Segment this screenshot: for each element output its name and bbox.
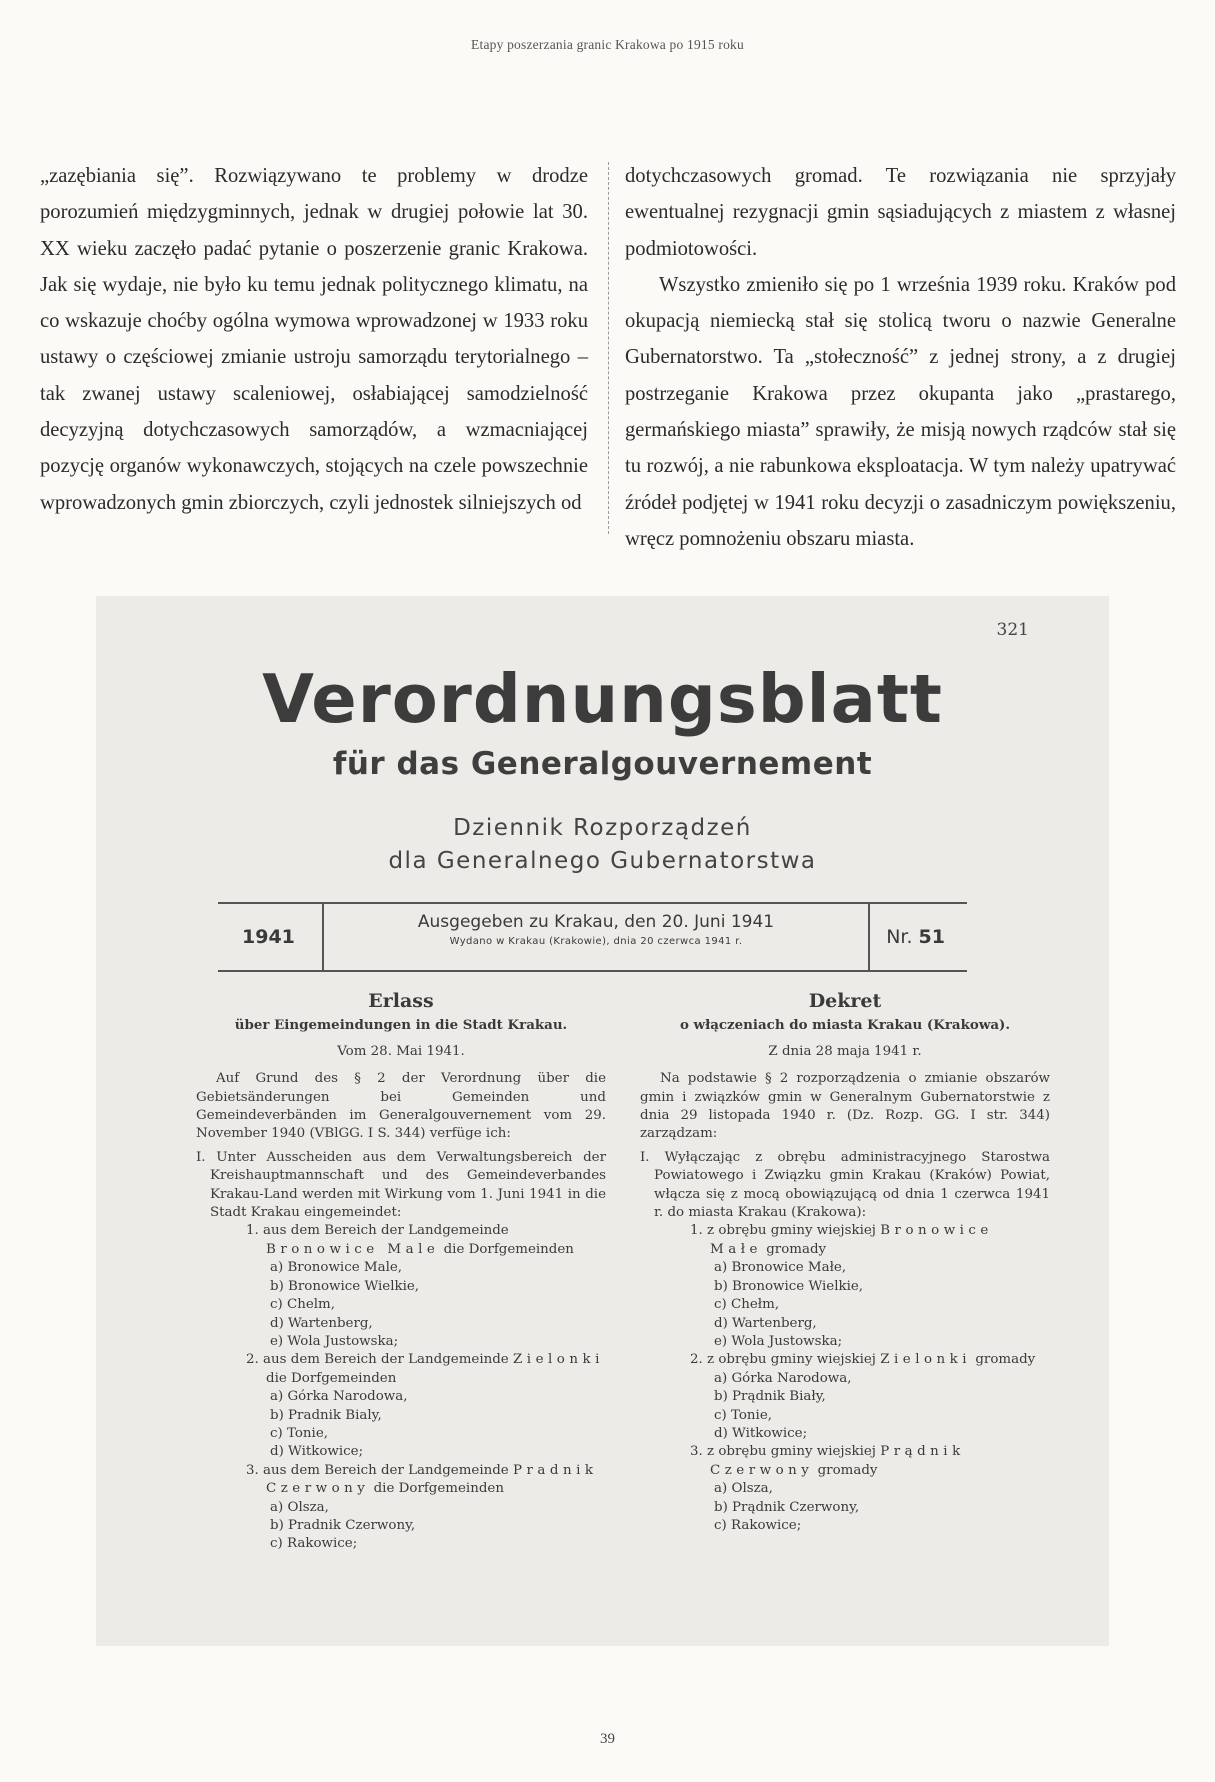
decree-item [640,1443,1050,1480]
village-item: d) Wartenberg, [270,1315,373,1331]
village-item: c) Chelm, [270,1297,336,1313]
village-list [640,1480,1050,1535]
municipality-name: Zielonki [513,1352,604,1368]
village-item: c) Rakowice; [714,1517,802,1533]
decree-subtitle: o włączeniach do miasta Krakau (Krakowa). [679,1017,1011,1034]
municipality-name: Bronowice Male [266,1241,440,1257]
decree-date: Vom 28. Mai 1941. [337,1043,465,1059]
decree-item-number: 2. [690,1352,703,1368]
decree-item-text [690,1351,1050,1369]
village-item: b) Pradnik Czerwony, [270,1517,416,1533]
decree-point: I. Wyłączając z obrębu administracyjnego Starostwa Powiatowego i Związku gmin Krakau (Kraków) Powiat, włącza się z mocą obowiązującą od dnia 1 czerwca 1941 r. do miasta Krakau (Krakowa): [640,1149,1050,1221]
issue-date-pl: Wydano w Krakau (Krakowie), dnia 20 czerwca 1941 r. [449,936,743,947]
village-list [196,1259,606,1351]
decree-items [640,1222,1050,1535]
decree-item-number: 3. [690,1444,703,1460]
village-item: d) Wartenberg, [714,1315,817,1331]
decree-item [640,1351,1050,1369]
decree-title: Dekret [808,990,882,1012]
decree-intro: Na podstawie § 2 rozporządzenia o zmianie obszarów gmin i związków gmin w Generalnym Gubernatorstwie z dnia 29 listopada 1940 r. (Dz. Rozp. GG. I str. 344) zarządzam: [640,1071,1050,1142]
decree-item [196,1222,606,1259]
decree-item-number: 1. [246,1223,259,1239]
municipality-name: Pradnik Czerwony [266,1462,598,1497]
issue-date-de: Ausgegeben zu Krakau, den 20. Juni 1941 [417,912,775,932]
village-item: a) Olsza, [714,1481,773,1497]
decree-german [196,992,606,1554]
village-item: c) Tonie, [270,1425,329,1441]
decree-item-text [246,1222,606,1259]
village-item: a) Bronowice Małe, [714,1260,847,1276]
column-divider [608,162,610,534]
village-item: a) Olsza, [270,1499,329,1515]
page-number: 39 [600,1731,615,1747]
village-item: d) Witkowice; [714,1425,808,1441]
village-item: b) Prądnik Biały, [714,1389,826,1405]
masthead-title: Verordnungsblatt [262,660,943,738]
text-column-left [40,158,588,521]
village-item: b) Pradnik Bialy, [270,1407,382,1423]
decree-item-text [690,1443,1050,1480]
decree-items [196,1222,606,1553]
decree-item-suffix: gromady [766,1241,827,1257]
paragraph: Wszystko zmieniło się po 1 września 1939 roku. Kraków pod okupacją niemiecką stał się stolicą tworu o nazwie Generalne Gubernatorstwo. Ta „stołeczność” z jednej strony, a z drugiej postrzeganie Krakowa przez okupanta jako „prastarego, germańskiego miasta” sprawiły, że misją nowych rządców stał się tu rozwój, a nie rabunkowa eksploatacja. W tym należy upatrywać źródeł podjętej w 1941 roku decyzji o zasadniczym powiększeniu, wręcz pomnożeniu obszaru miasta. [625,273,1176,550]
polish-title-line: dla Generalnego Gubernatorstwa [388,848,817,874]
decree-item-prefix: aus dem Bereich der Landgemeinde [263,1462,509,1478]
decree-item-number: 3. [246,1462,259,1478]
decree-title: Erlass [368,990,434,1012]
decree-item-suffix: die Dorfgemeinden [373,1481,504,1497]
scan-page-number: 321 [996,620,1029,640]
polish-title-line: Dziennik Rozporządzeń [453,815,752,841]
decree-item-text [246,1462,606,1499]
decree-item-prefix: aus dem Bereich der Landgemeinde [263,1223,509,1239]
village-item: c) Tonie, [714,1407,773,1423]
decree-date: Z dnia 28 maja 1941 r. [768,1043,922,1059]
decree-item-number: 1. [690,1223,703,1239]
issue-date [322,904,870,970]
issue-year: 1941 [242,926,295,948]
text-column-right [625,158,1176,557]
village-item: a) Górka Narodowa, [714,1370,852,1386]
decree-intro: Auf Grund des § 2 der Verordnung über die Gebietsänderungen bei Gemeinden und Gemeindeverbänden im Generalgouvernement vom 29. November 1940 (VBlGG. I S. 344) verfüge ich: [196,1071,606,1142]
municipality-name: Prądnik Czerwony [710,1444,965,1478]
village-item: e) Wola Justowska; [270,1333,399,1349]
paragraph: dotychczasowych gromad. Te rozwiązania nie sprzyjały ewentualnej rezygnacji gmin sąsiadujących z miastem z własnej podmiotowości. [625,165,1176,260]
issue-number-value: 51 [918,926,945,948]
decree-item [196,1462,606,1499]
village-list [196,1388,606,1462]
decree-point: I. Unter Ausscheiden aus dem Verwaltungsbereich der Kreishauptmannschaft und des Gemeindeverbandes Krakau-Land werden mit Wirkung vom 1. Juni 1941 in die Stadt Krakau eingemeindet: [196,1149,606,1221]
village-item: a) Górka Narodowa, [270,1389,408,1405]
issue-number-label: Nr. [886,926,913,948]
village-item: b) Prądnik Czerwony, [714,1499,860,1515]
running-head: Etapy poszerzania granic Krakowa po 1915 roku [471,37,744,52]
village-item: d) Witkowice; [270,1444,364,1460]
village-item: a) Bronowice Male, [270,1260,403,1276]
decree-item-suffix: gromady [817,1462,878,1478]
decree-item-prefix: z obrębu gminy wiejskiej [707,1444,876,1460]
scanned-document-image [96,596,1109,1646]
village-item: b) Bronowice Wielkie, [714,1278,864,1294]
village-list [196,1499,606,1554]
decree-item-prefix: z obrębu gminy wiejskiej [707,1223,876,1239]
decree-item-text [690,1222,1050,1259]
municipality-name: Bronowice Małe [710,1223,993,1257]
polish-title [96,812,1109,878]
masthead-subtitle: für das Generalgouvernement [332,746,873,782]
village-item: c) Chełm, [714,1297,780,1313]
decree-item-suffix: die Dorfgemeinden [266,1370,397,1386]
issue-number [886,926,945,948]
paragraph: „zazębiania się”. Rozwiązywano te problemy w drodze porozumień międzygminnych, jednak w drugiej połowie lat 30. XX wieku zaczęło padać pytanie o poszerzenie granic Krakowa. Jak się wydaje, nie było ku temu jednak politycznego klimatu, na co wskazuje choćby ogólna wymowa wprowadzonej w 1933 roku ustawy o częściowej zmianie ustroju samorządu terytorialnego – tak zwanej ustawy scaleniowej, osłabiającej samodzielność decyzyjną dotychczasowych samorządów, a wzmacniającej pozycję organów wykonawczych, stojących na czele powszechnie wprowadzonych gmin zbiorczych, czyli jednostek silniejszych od [40,165,588,514]
village-list [640,1370,1050,1444]
issue-bar [218,902,967,972]
decree-item [640,1222,1050,1259]
village-item: c) Rakowice; [270,1536,358,1552]
decree-item-text [246,1351,606,1388]
village-item: e) Wola Justowska; [714,1333,843,1349]
municipality-name: Zielonki [880,1352,972,1368]
decree-item-suffix: die Dorfgemeinden [443,1241,574,1257]
decree-item-prefix: aus dem Bereich der Landgemeinde [263,1352,509,1368]
decree-polish [640,992,1050,1535]
village-list [640,1259,1050,1351]
decree-item-prefix: z obrębu gminy wiejskiej [707,1352,876,1368]
decree-subtitle: über Eingemeindungen in die Stadt Krakau. [234,1017,568,1034]
decree-item [196,1351,606,1388]
village-item: b) Bronowice Wielkie, [270,1278,420,1294]
decree-item-number: 2. [246,1352,259,1368]
decree-item-suffix: gromady [975,1352,1036,1368]
